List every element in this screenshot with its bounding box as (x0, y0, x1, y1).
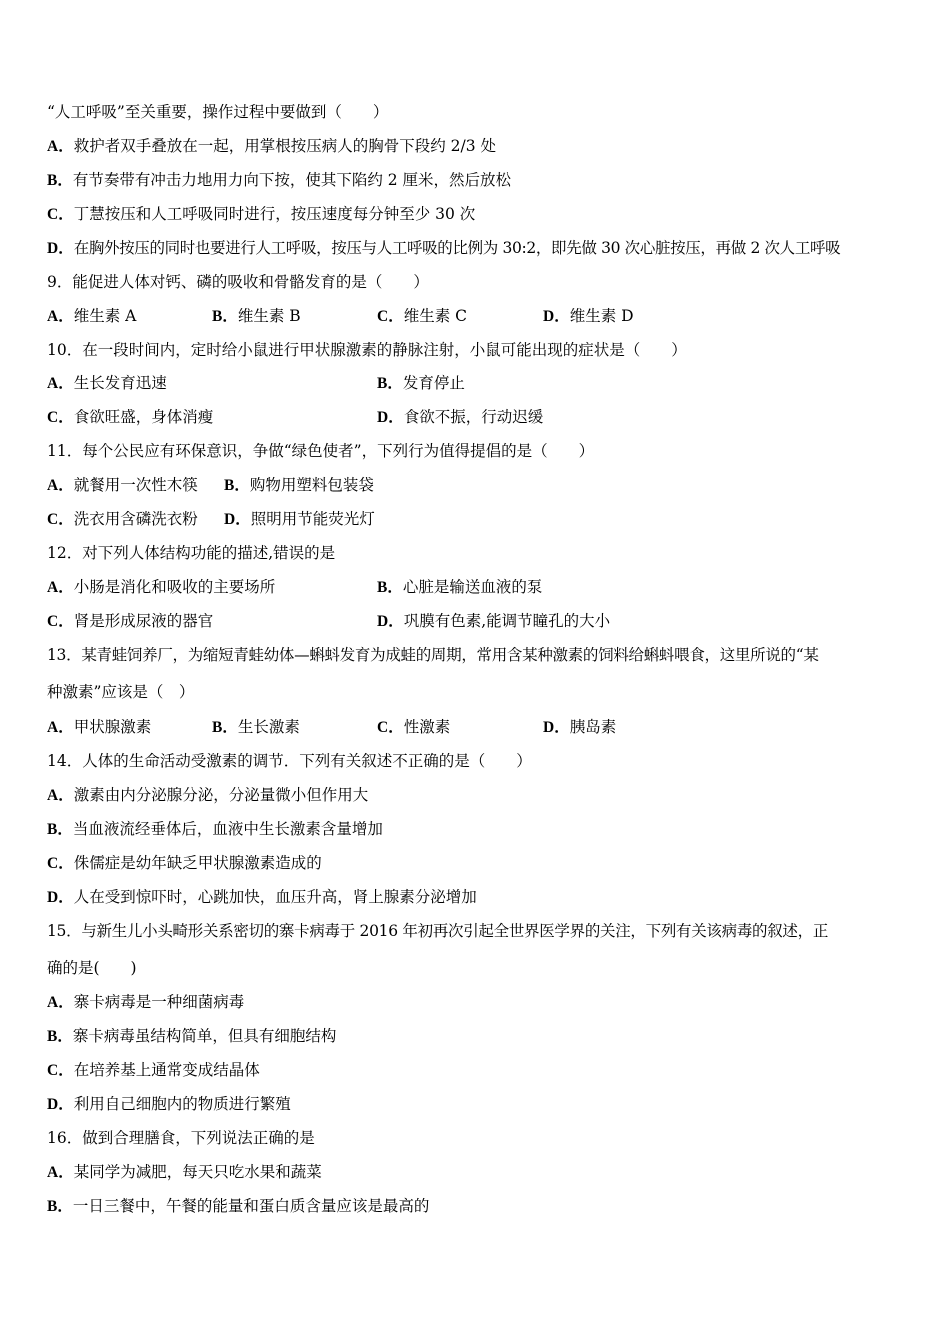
question-16-option-b: B．一日三餐中，午餐的能量和蛋白质含量应该是最高的 (47, 1197, 430, 1215)
question-11-stem: 11．每个公民应有环保意识，争做“绿色使者”，下列行为值得提倡的是（ ） (47, 442, 595, 460)
question-16-stem: 16．做到合理膳食，下列说法正确的是 (47, 1129, 315, 1147)
question-15-option-d: D．利用自己细胞内的物质进行繁殖 (47, 1095, 291, 1113)
question-11-option-d: D．照明用节能荧光灯 (224, 510, 375, 528)
question-12-option-d: D．巩膜有色素,能调节瞳孔的大小 (377, 612, 611, 630)
question-8-option-b: B．有节奏带有冲击力地用力向下按，使其下陷约 2 厘米，然后放松 (47, 171, 512, 189)
question-10-option-d: D．食欲不振，行动迟缓 (377, 408, 544, 426)
question-14-option-d: D．人在受到惊吓时，心跳加快，血压升高，肾上腺素分泌增加 (47, 888, 477, 906)
question-8-option-a: A．救护者双手叠放在一起，用掌根按压病人的胸骨下段约 2/3 处 (47, 137, 497, 155)
question-14-option-b: B．当血液流经垂体后，血液中生长激素含量增加 (47, 820, 383, 838)
question-13-option-d: D．胰岛素 (543, 718, 617, 736)
question-13-option-a: A．甲状腺激素 (47, 718, 152, 736)
question-10-option-c: C．食欲旺盛，身体消瘦 (47, 408, 214, 426)
question-15-stem-continued: 确的是( ) (47, 959, 137, 977)
question-9-option-d: D．维生素 D (543, 307, 634, 325)
question-8-option-c: C．丁慧按压和人工呼吸同时进行，按压速度每分钟至少 30 次 (47, 205, 476, 223)
question-15-option-a: A．寨卡病毒是一种细菌病毒 (47, 993, 245, 1011)
question-15-option-b: B．寨卡病毒虽结构简单，但具有细胞结构 (47, 1027, 337, 1045)
question-9-option-c: C．维生素 C (377, 307, 467, 325)
question-13-stem-continued: 种激素”应该是（ ） (47, 683, 195, 701)
question-8-option-d: D．在胸外按压的同时也要进行人工呼吸，按压与人工呼吸的比例为 30:2，即先做 30 次心脏按压，再做 2 次人工呼吸 (47, 239, 841, 257)
question-13-option-b: B．生长激素 (212, 718, 300, 736)
question-12-option-b: B．心脏是输送血液的泵 (377, 578, 543, 596)
question-8-stem: “人工呼吸”至关重要，操作过程中要做到（ ） (47, 103, 389, 121)
question-15-stem: 15．与新生儿小头畸形关系密切的寨卡病毒于 2016 年初再次引起全世界医学界的关注，下列有关该病毒的叙述，正 (47, 922, 829, 940)
question-14-option-a: A．激素由内分泌腺分泌，分泌量微小但作用大 (47, 786, 369, 804)
question-13-option-c: C．性激素 (377, 718, 451, 736)
question-11-option-a: A．就餐用一次性木筷 (47, 476, 198, 494)
question-12-option-c: C．肾是形成尿液的器官 (47, 612, 214, 630)
question-14-option-c: C．侏儒症是幼年缺乏甲状腺激素造成的 (47, 854, 322, 872)
question-12-stem: 12．对下列人体结构功能的描述,错误的是 (47, 544, 336, 562)
question-9-stem: 9．能促进人体对钙、磷的吸收和骨骼发育的是（ ） (47, 273, 429, 291)
question-11-option-b: B．购物用塑料包装袋 (224, 476, 374, 494)
question-10-stem: 10．在一段时间内，定时给小鼠进行甲状腺激素的静脉注射，小鼠可能出现的症状是（ ） (47, 341, 687, 359)
question-14-stem: 14．人体的生命活动受激素的调节．下列有关叙述不正确的是（ ） (47, 752, 532, 770)
question-11-option-c: C．洗衣用含磷洗衣粉 (47, 510, 198, 528)
question-15-option-c: C．在培养基上通常变成结晶体 (47, 1061, 260, 1079)
question-9-option-a: A．维生素 A (47, 307, 137, 325)
question-16-option-a: A．某同学为减肥，每天只吃水果和蔬菜 (47, 1163, 322, 1181)
question-9-option-b: B．维生素 B (212, 307, 301, 325)
question-12-option-a: A．小肠是消化和吸收的主要场所 (47, 578, 276, 596)
question-10-option-b: B．发育停止 (377, 374, 465, 392)
question-13-stem: 13．某青蛙饲养厂，为缩短青蛙幼体—蝌蚪发育为成蛙的周期，常用含某种激素的饲料给蝌蚪喂食，这里所说的“某 (47, 646, 819, 664)
question-10-option-a: A．生长发育迅速 (47, 374, 167, 392)
